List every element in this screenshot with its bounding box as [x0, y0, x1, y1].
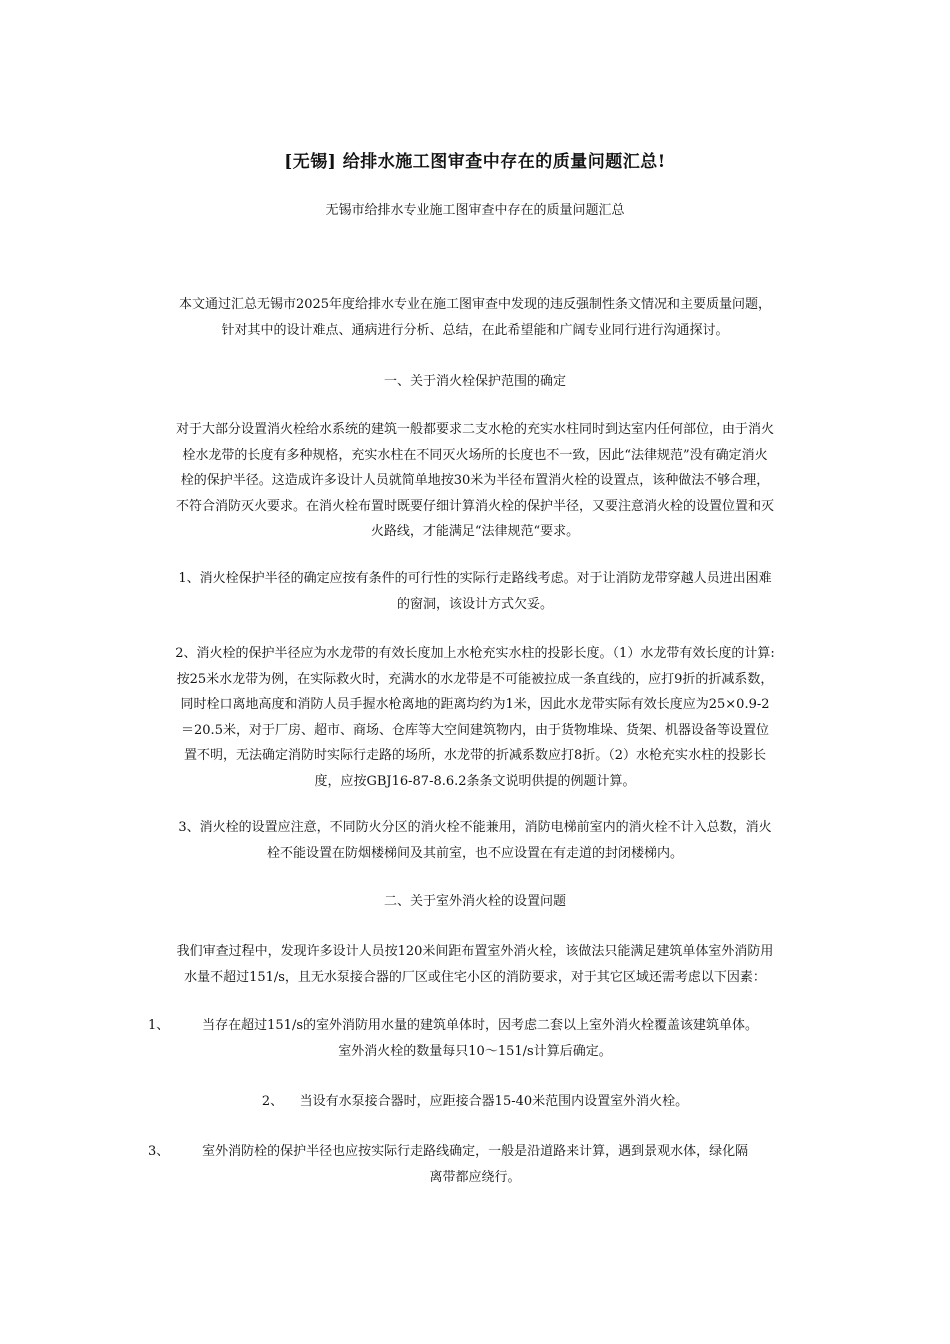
- text-line: 的窗洞，该设计方式欠妥。: [396, 596, 553, 612]
- text-line: 室外消防栓的保护半径也应按实际行走路线确定，一般是沿道路来计算，遇到景观水体，绿化隔: [202, 1144, 749, 1159]
- document-subtitle: 无锡市给排水专业施工图审查中存在的质量问题汇总: [325, 203, 625, 218]
- section1-item-1: [140, 566, 810, 617]
- section2-item-3: [140, 1139, 810, 1190]
- item-number: 1、: [148, 1018, 170, 1033]
- text-line: 本文通过汇总无锡市2025年度给排水专业在施工图审查中发现的违反强制性条文情况和主要质量问题，: [178, 297, 772, 312]
- text-line: 栓的保护半径。这造成许多设计人员就简单地按30米为半径布置消火栓的设置点，该种做法不够合理，: [180, 473, 770, 488]
- text-line: 栓水龙带的长度有多种规格，充实水柱在不同灭火场所的长度也不一致，因此“法律规范”没有确定消火: [182, 447, 768, 463]
- text-line: 火路线，才能满足“法律规范“要求。: [370, 524, 580, 539]
- text-line: 当设有水泵接合器时，应距接合器15-40米范围内设置室外消火栓。: [299, 1094, 689, 1109]
- section1-item-2: [140, 641, 810, 794]
- text-line: 水量不超过151/s，且无水泵接合器的厂区或住宅小区的消防要求，对于其它区域还需考虑以下因素：: [184, 969, 766, 985]
- text-line: 置不明，无法确定消防时实际行走路的场所，水龙带的折减系数应打8折。（2）水枪充实水柱的投影长: [183, 748, 767, 763]
- section2-item-2: [140, 1089, 810, 1115]
- intro-paragraph: [140, 292, 810, 343]
- item-number: 3、: [148, 1144, 170, 1159]
- text-line: 离带都应绕行。: [429, 1169, 521, 1185]
- item-number: 2、: [261, 1094, 284, 1109]
- section-heading-1: 一、关于消火栓保护范围的确定: [383, 374, 566, 389]
- text-line: 我们审查过程中，发现许多设计人员按120米间距布置室外消火栓，该做法只能满足建筑单体室外消防用: [176, 944, 774, 959]
- text-line: 3、消火栓的设置应注意，不同防火分区的消火栓不能兼用，消防电梯前室内的消火栓不计入总数，消火: [178, 820, 772, 835]
- section1-paragraph: [140, 417, 810, 545]
- text-line: 同时栓口离地高度和消防人员手握水枪离地的距离均约为1米，因此水龙带实际有效长度应为25×0.9-2: [180, 697, 770, 712]
- section2-paragraph: [140, 939, 810, 990]
- text-line: 针对其中的设计难点、通病进行分析、总结，在此希望能和广阔专业同行进行沟通探讨。: [221, 322, 729, 338]
- text-line: 当存在超过151/s的室外消防用水量的建筑单体时，因考虑二套以上室外消火栓覆盖该建筑单体。: [202, 1018, 759, 1033]
- section2-item-1: [140, 1013, 810, 1064]
- text-line: 对于大部分设置消火栓给水系统的建筑一般都要求二支水枪的充实水柱同时到达室内任何部位，由于消火: [175, 422, 774, 437]
- text-line: 2、消火栓的保护半径应为水龙带的有效长度加上水枪充实水柱的投影长度。（1）水龙带有效长度的计算:: [175, 646, 775, 661]
- section1-item-3: [140, 815, 810, 866]
- text-line: 度，应按GBJ16-87-8.6.2条条文说明供提的例题计算。: [314, 773, 636, 789]
- text-line: 栓不能设置在防烟楼梯间及其前室，也不应设置在有走道的封闭楼梯内。: [266, 845, 683, 861]
- text-line: 室外消火栓的数量每只10～151/s计算后确定。: [338, 1043, 612, 1059]
- text-line: 按25米水龙带为例，在实际救火时，充满水的水龙带是不可能被拉成一条直线的，应打9折的折减系数，: [176, 671, 774, 687]
- text-line: 不符合消防灭火要求。在消火栓布置时既要仔细计算消火栓的保护半径，又要注意消火栓的设置位置和灭: [175, 498, 774, 514]
- document-title: [无锡] 给排水施工图审查中存在的质量问题汇总!: [284, 152, 666, 172]
- text-line: ＝20.5米，对于厂房、超市、商场、仓库等大空间建筑物内，由于货物堆垛、货架、机器设备等设置位: [181, 722, 769, 738]
- text-line: 1、消火栓保护半径的确定应按有条件的可行性的实际行走路线考虑。对于让消防龙带穿越人员进出困难: [178, 571, 772, 586]
- section-heading-2: 二、关于室外消火栓的设置问题: [383, 894, 566, 909]
